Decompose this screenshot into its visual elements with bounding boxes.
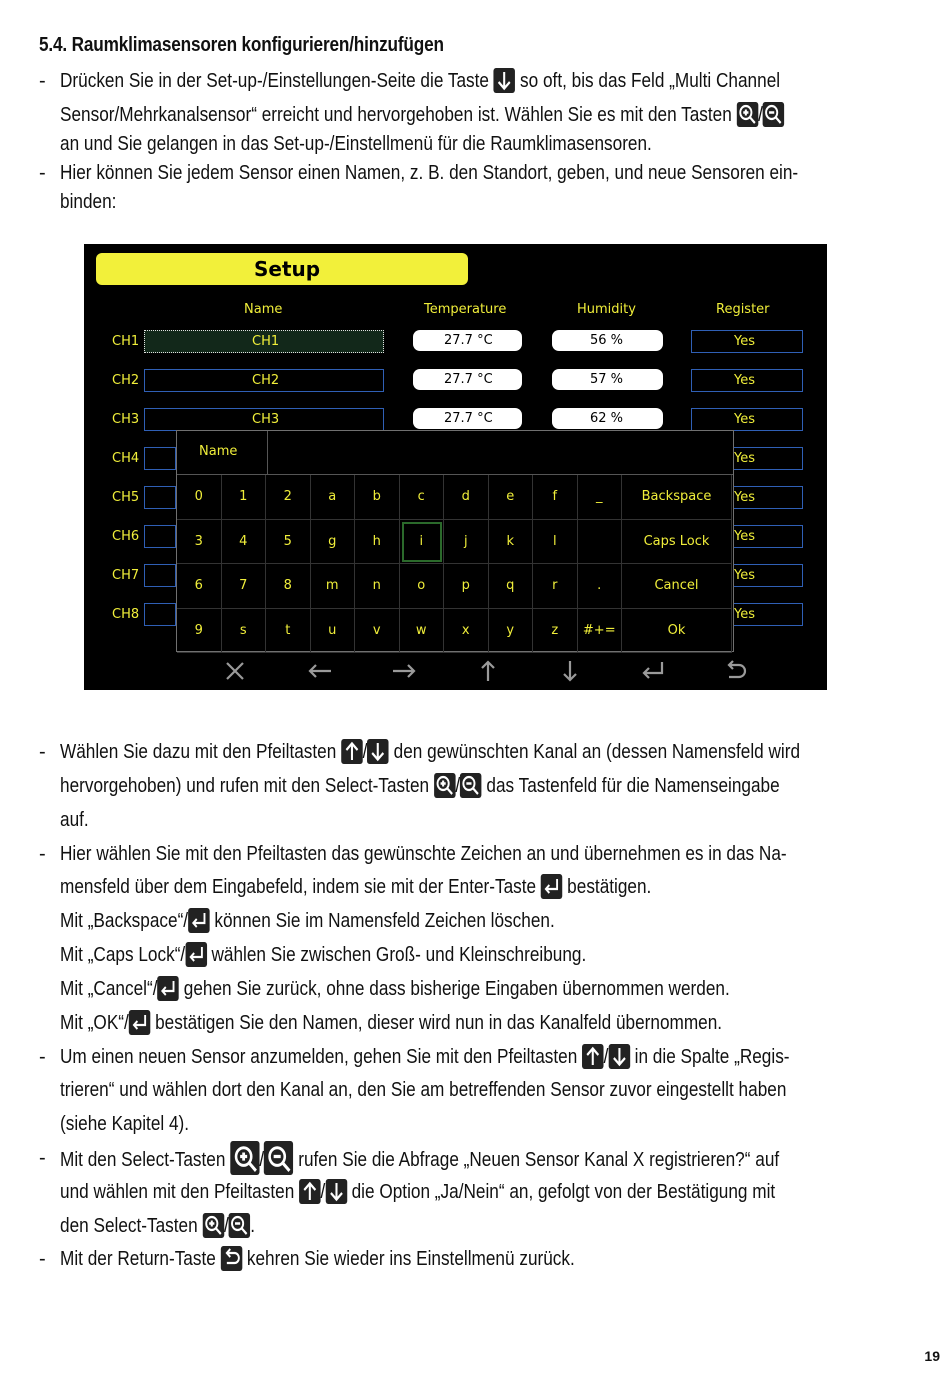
text: mensfeld über dem Eingabefeld, indem sie mit der Enter-Taste: [60, 876, 537, 898]
channel-label: CH1: [112, 334, 140, 349]
keyboard-key[interactable]: 1: [222, 475, 267, 520]
text: .: [250, 1215, 256, 1237]
body-line: [60, 904, 555, 938]
register-field[interactable]: [691, 408, 803, 431]
intro-line: [60, 64, 780, 98]
keyboard-key[interactable]: .: [578, 564, 623, 609]
keyboard-key[interactable]: p: [444, 564, 489, 609]
intro-line: Hier können Sie jedem Sensor einen Namen, z. B. den Standort, geben, und neue Sensoren ein-: [60, 162, 799, 184]
body-line: (siehe Kapitel 4).: [60, 1113, 190, 1135]
humidity-value: [552, 408, 663, 429]
keyboard-key[interactable]: 9: [177, 609, 222, 654]
body-line: auf.: [60, 809, 89, 831]
page-number: 19: [924, 1348, 940, 1364]
keyboard-key[interactable]: j: [444, 520, 489, 565]
keyboard-name-label: [177, 431, 268, 475]
text: bestätigen.: [567, 876, 652, 898]
intro-line: Sensor/Mehrkanalsensor“ erreicht und hervorgehoben ist. Wählen Sie es mit den Tasten /: [60, 98, 784, 132]
keyboard-key[interactable]: y: [489, 609, 534, 654]
keyboard-key[interactable]: #+=: [578, 609, 623, 654]
text: Yes: [734, 490, 755, 505]
channel-label: CH2: [112, 373, 140, 388]
keyboard-key[interactable]: z: [533, 609, 578, 654]
text: Yes: [734, 334, 755, 349]
text: können Sie im Namensfeld Zeichen löschen.: [214, 910, 555, 932]
text: Yes: [734, 412, 755, 427]
keyboard-key[interactable]: f: [533, 475, 578, 520]
arrow-down-icon[interactable]: [555, 658, 585, 684]
text: Yes: [734, 607, 755, 622]
text: hervorgehoben) und rufen mit den Select-Tasten: [60, 775, 430, 797]
keyboard-key[interactable]: _: [578, 475, 623, 520]
text: in die Spalte „Regis-: [634, 1046, 790, 1068]
channel-name-field[interactable]: [144, 369, 384, 392]
keyboard-key[interactable]: Ok: [622, 609, 732, 654]
arrow-down-key-icon: [367, 739, 389, 764]
body-line: und wählen mit den Pfeiltasten / die Option „Ja/Nein“ an, gefolgt von der Bestätigung mit: [60, 1181, 776, 1203]
enter-key-icon: [541, 874, 563, 899]
keyboard-key[interactable]: 4: [222, 520, 267, 565]
enter-icon[interactable]: [638, 658, 668, 684]
body-line: [60, 1006, 722, 1040]
temperature-value: [413, 330, 522, 351]
channel-label: CH6: [112, 529, 140, 544]
setup-title-bar: [96, 253, 468, 285]
zoom-in-key-icon: [737, 102, 759, 127]
keyboard-key[interactable]: o: [400, 564, 445, 609]
text: gehen Sie zurück, ohne dass bisherige Eingaben übernommen werden.: [183, 978, 730, 1000]
keyboard-key[interactable]: d: [444, 475, 489, 520]
text: den gewünschten Kanal an (dessen Namensfeld wird: [393, 741, 801, 763]
text: das Tastenfeld für die Namenseingabe: [486, 775, 780, 797]
section-heading: 5.4. Raumklimasensoren konfigurieren/hinzufügen: [39, 34, 444, 56]
keyboard-key[interactable]: 6: [177, 564, 222, 609]
name-input-field[interactable]: [268, 431, 733, 475]
arrow-up-key-icon: [299, 1179, 321, 1204]
keyboard-key[interactable]: m: [311, 564, 356, 609]
arrow-left-icon[interactable]: [305, 658, 335, 684]
channel-label: CH7: [112, 568, 140, 583]
keyboard-key[interactable]: [578, 520, 623, 565]
text: 62 %: [590, 411, 624, 426]
text: Yes: [734, 451, 755, 466]
arrow-up-key-icon: [582, 1044, 604, 1069]
temperature-value: [413, 369, 522, 390]
text: kehren Sie wieder ins Einstellmenü zurück.: [246, 1248, 575, 1270]
text: 27.7 °C: [444, 411, 493, 426]
keyboard-key[interactable]: 0: [177, 475, 222, 520]
text: 27.7 °C: [444, 372, 493, 387]
keyboard-key[interactable]: 7: [222, 564, 267, 609]
text: und wählen mit den Pfeiltasten: [60, 1181, 295, 1203]
zoom-in-key-icon: [202, 1213, 224, 1238]
zoom-in-key-icon: [230, 1141, 259, 1175]
keyboard-key[interactable]: 3: [177, 520, 222, 565]
text: 27.7 °C: [444, 333, 493, 348]
text: CH2: [252, 373, 280, 388]
keyboard-key[interactable]: a: [311, 475, 356, 520]
arrow-up-key-icon: [341, 739, 363, 764]
keyboard-key[interactable]: q: [489, 564, 534, 609]
text: wählen Sie zwischen Groß- und Kleinschreibung.: [211, 944, 587, 966]
text: Yes: [734, 373, 755, 388]
keyboard-key[interactable]: w: [400, 609, 445, 654]
text: Mit der Return-Taste: [60, 1248, 216, 1270]
keyboard-key[interactable]: 2: [266, 475, 311, 520]
keyboard-key[interactable]: 8: [266, 564, 311, 609]
body-line: Um einen neuen Sensor anzumelden, gehen Sie mit den Pfeiltasten / in die Spalte „Regis-: [60, 1046, 790, 1068]
text: Um einen neuen Sensor anzumelden, gehen Sie mit den Pfeiltasten: [60, 1046, 578, 1068]
enter-key-icon: [129, 1010, 151, 1035]
text: Mit „Caps Lock“/: [60, 944, 186, 966]
keyboard-key[interactable]: x: [444, 609, 489, 654]
channel-label: CH3: [112, 412, 140, 427]
body-line: [60, 938, 586, 972]
channel-name-field[interactable]: [144, 330, 384, 353]
col-header-humidity: Humidity: [577, 302, 636, 317]
text: Mit „Cancel“/: [60, 978, 158, 1000]
return-key-icon: [221, 1246, 243, 1271]
keyboard-key[interactable]: l: [533, 520, 578, 565]
keyboard-key[interactable]: n: [355, 564, 400, 609]
keyboard-key[interactable]: u: [311, 609, 356, 654]
temperature-value: [413, 408, 522, 429]
keyboard-key[interactable]: s: [222, 609, 267, 654]
body-line: [60, 972, 730, 1006]
keyboard-key[interactable]: k: [489, 520, 534, 565]
text: die Option „Ja/Nein“ an, gefolgt von der Bestätigung mit: [351, 1181, 776, 1203]
setup-title: Setup: [254, 257, 321, 281]
keyboard-key[interactable]: r: [533, 564, 578, 609]
zoom-out-key-icon: [460, 773, 482, 798]
body-line: Hier wählen Sie mit den Pfeiltasten das gewünschte Zeichen an und übernehmen es in das Na-: [60, 843, 787, 865]
keyboard-key[interactable]: Backspace: [622, 475, 732, 520]
body-line: [60, 870, 651, 904]
text: Yes: [734, 568, 755, 583]
name-keyboard: [176, 430, 734, 652]
text: Mit den Select-Tasten: [60, 1149, 226, 1171]
text: CH1: [252, 334, 280, 349]
channel-name-field[interactable]: [144, 486, 176, 509]
keyboard-key[interactable]: i: [400, 520, 445, 565]
body-line: trieren“ und wählen dort den Kanal an, den Sie am betreffenden Sensor zuvor eingestellt haben: [60, 1079, 787, 1101]
body-line: Mit den Select-Tasten / rufen Sie die Abfrage „Neuen Sensor Kanal X registrieren?“ auf: [60, 1141, 779, 1177]
arrow-down-key-icon: [325, 1179, 347, 1204]
channel-name-field[interactable]: [144, 564, 176, 587]
channel-label: CH8: [112, 607, 140, 622]
zoom-out-key-icon: [763, 102, 785, 127]
keyboard-key[interactable]: g: [311, 520, 356, 565]
channel-label: CH4: [112, 451, 140, 466]
text: 57 %: [590, 372, 624, 387]
keyboard-key[interactable]: Caps Lock: [622, 520, 732, 565]
channel-name-field[interactable]: [144, 603, 176, 626]
text: Drücken Sie in der Set-up-/Einstellungen-Seite die Taste: [60, 70, 489, 92]
text: 56 %: [590, 333, 624, 348]
keyboard-key[interactable]: h: [355, 520, 400, 565]
close-icon[interactable]: [220, 658, 250, 684]
keyboard-key[interactable]: 5: [266, 520, 311, 565]
enter-key-icon: [157, 976, 179, 1001]
channel-name-field[interactable]: [144, 525, 176, 548]
channel-name-field[interactable]: [144, 447, 176, 470]
col-header-register: Register: [716, 302, 770, 317]
channel-name-field[interactable]: [144, 408, 384, 431]
humidity-value: [552, 369, 663, 390]
text: den Select-Tasten: [60, 1215, 198, 1237]
body-line: Wählen Sie dazu mit den Pfeiltasten / den gewünschten Kanal an (dessen Namensfeld wird: [60, 741, 801, 763]
text: Wählen Sie dazu mit den Pfeiltasten: [60, 741, 337, 763]
arrow-down-key-icon: [608, 1044, 630, 1069]
text: Mit „Backspace“/: [60, 910, 189, 932]
intro-line: binden:: [60, 191, 117, 213]
arrow-right-icon[interactable]: [389, 658, 419, 684]
keyboard-key[interactable]: t: [266, 609, 311, 654]
enter-key-icon: [188, 908, 210, 933]
keyboard-key[interactable]: v: [355, 609, 400, 654]
col-header-name: Name: [244, 302, 283, 317]
zoom-out-key-icon: [229, 1213, 251, 1238]
register-field[interactable]: [691, 369, 803, 392]
text: CH3: [252, 412, 280, 427]
text: rufen Sie die Abfrage „Neuen Sensor Kanal X registrieren?“ auf: [298, 1149, 780, 1171]
channel-label: CH5: [112, 490, 140, 505]
intro-line: an und Sie gelangen in das Set-up-/Einstellmenü für die Raumklimasensoren.: [60, 133, 652, 155]
text: Mit „OK“/: [60, 1012, 129, 1034]
keyboard-key[interactable]: c: [400, 475, 445, 520]
text: Yes: [734, 529, 755, 544]
col-header-temperature: Temperature: [424, 302, 507, 317]
body-line: hervorgehoben) und rufen mit den Select-Tasten / das Tastenfeld für die Namenseingabe: [60, 775, 780, 797]
text: so oft, bis das Feld „Multi Channel: [520, 70, 781, 92]
device-screen: [84, 244, 827, 690]
text: Sensor/Mehrkanalsensor“ erreicht und hervorgehoben ist. Wählen Sie es mit den Tasten: [60, 104, 732, 126]
keyboard-key[interactable]: b: [355, 475, 400, 520]
zoom-out-key-icon: [264, 1141, 293, 1175]
text: bestätigen Sie den Namen, dieser wird nun in das Kanalfeld übernommen.: [155, 1012, 723, 1034]
zoom-in-key-icon: [434, 773, 456, 798]
register-field[interactable]: [691, 330, 803, 353]
body-line: [60, 1242, 575, 1276]
return-icon[interactable]: [721, 658, 751, 684]
humidity-value: [552, 330, 663, 351]
enter-key-icon: [185, 942, 207, 967]
text: Name: [199, 444, 238, 459]
arrow-down-key-icon: [494, 68, 516, 93]
keyboard-key[interactable]: Cancel: [622, 564, 732, 609]
arrow-up-icon[interactable]: [473, 658, 503, 684]
body-line: den Select-Tasten / .: [60, 1215, 256, 1237]
keyboard-key[interactable]: e: [489, 475, 534, 520]
